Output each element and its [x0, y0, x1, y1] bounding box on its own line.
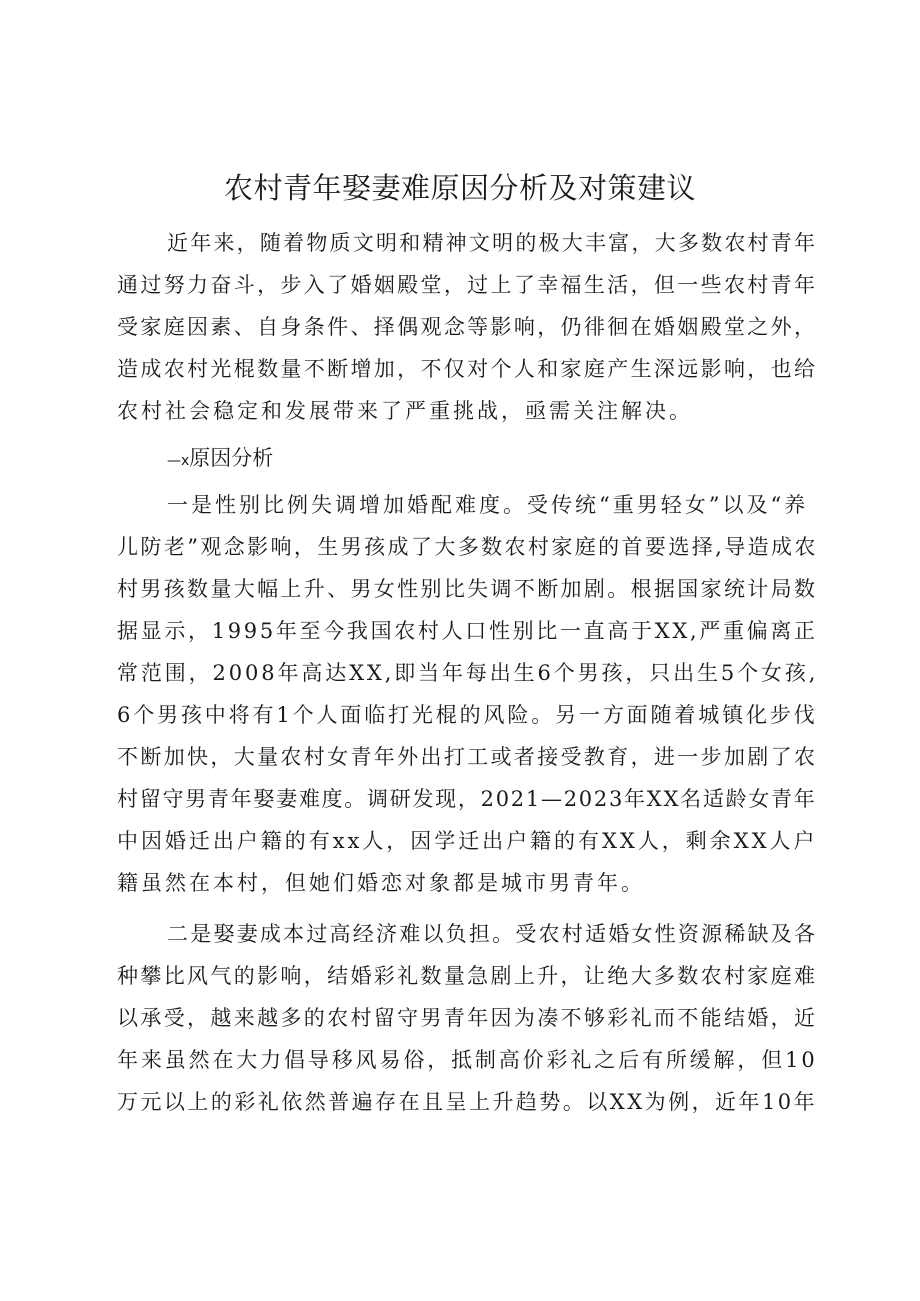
- paragraph-line: 万元以上的彩礼依然普遍存在且呈上升趋势。以XX为例，近年10年: [117, 1090, 818, 1114]
- paragraph-line: 村男孩数量大幅上升、男女性别比失调不断加剧。根据国家统计局数: [117, 577, 818, 601]
- paragraph-line: 农村社会稳定和发展带来了严重挑战，亟需关注解决。: [117, 399, 693, 423]
- paragraph-line: 以承受，越来越多的农村留守男青年因为凑不够彩礼而不能结婚，近: [117, 1006, 818, 1030]
- paragraph-line: 近年来，随着物质文明和精神文明的极大丰富，大多数农村青年: [167, 231, 818, 255]
- paragraph-line: 村留守男青年娶妻难度。调研发现，2021—2023年XX名适龄女青年: [117, 787, 817, 811]
- paragraph-line: 二是娶妻成本过高经济难以负担。受农村适婚女性资源稀缺及各: [167, 922, 818, 946]
- paragraph-line: 中因婚迁出户籍的有xx人，因学迁出户籍的有XX人，剩余XX人户: [117, 829, 818, 853]
- paragraph-line: 造成农村光棍数量不断增加，不仅对个人和家庭产生深远影响，也给: [117, 357, 818, 381]
- document-title: 农村青年娶妻难原因分析及对策建议: [223, 171, 696, 205]
- section-heading: [167, 443, 273, 476]
- section-heading-text: 原因分析: [189, 446, 274, 470]
- paragraph-line: 籍虽然在本村，但她们婚恋对象都是城市男青年。: [117, 871, 645, 895]
- paragraph-line: 年来虽然在大力倡导移风易俗，抵制高价彩礼之后有所缓解，但10: [117, 1048, 818, 1072]
- paragraph-line: 种攀比风气的影响，结婚彩礼数量急剧上升，让绝大多数农村家庭难: [117, 964, 818, 988]
- paragraph-line: 不断加快，大量农村女青年外出打工或者接受教育，进一步加剧了农: [117, 745, 818, 769]
- paragraph-line: 儿防老”观念影响，生男孩成了大多数农村家庭的首要选择,导造成农: [117, 535, 818, 559]
- paragraph-line: 6个男孩中将有1个人面临打光棍的风险。另一方面随着城镇化步伐: [117, 703, 818, 727]
- paragraph-line: 一是性别比例失调增加婚配难度。受传统“重男轻女”以及“养: [167, 493, 809, 517]
- section-heading-prefix: —x: [167, 453, 190, 469]
- paragraph-line: 常范围，2008年高达XX,即当年每出生6个男孩，只出生5个女孩,: [117, 661, 819, 685]
- paragraph-line: 据显示，1995年至今我国农村人口性别比一直高于XX,严重偏离正: [117, 619, 818, 643]
- paragraph-line: 受家庭因素、自身条件、择偶观念等影响，仍徘徊在婚姻殿堂之外，: [117, 315, 818, 339]
- paragraph-line: 通过努力奋斗，步入了婚姻殿堂，过上了幸福生活，但一些农村青年: [117, 273, 818, 297]
